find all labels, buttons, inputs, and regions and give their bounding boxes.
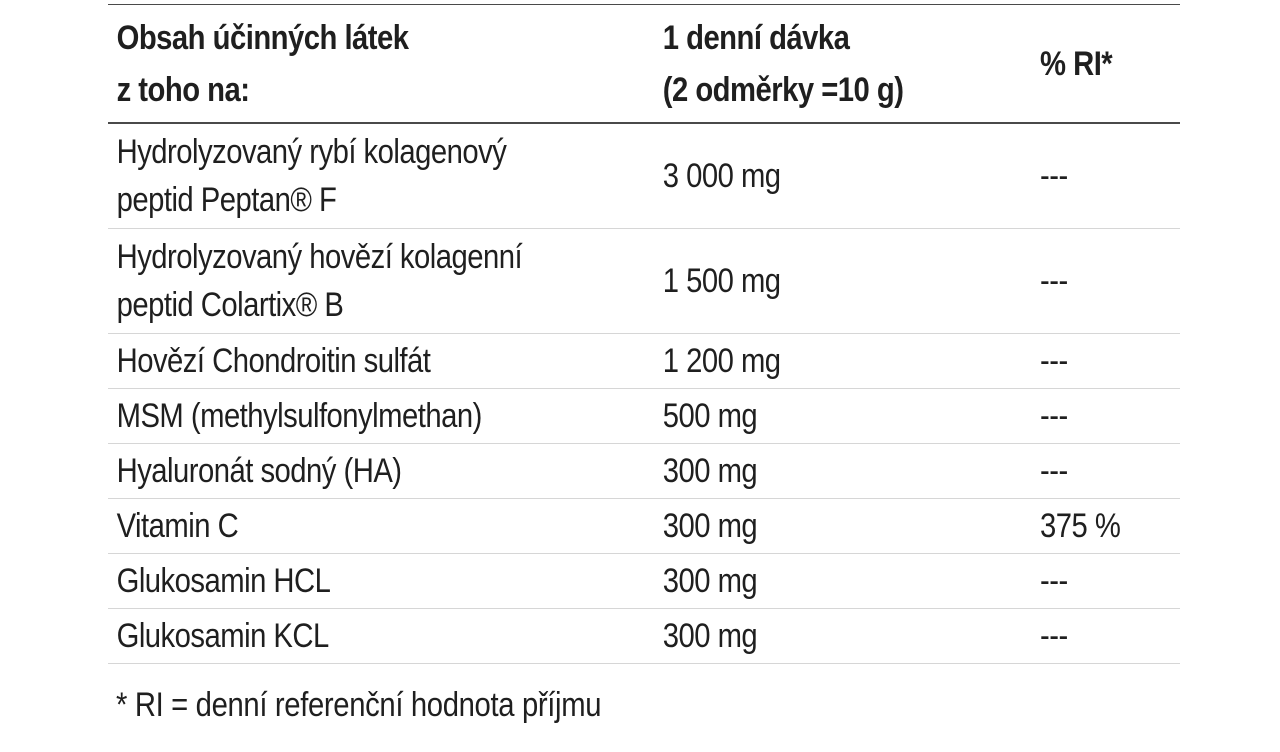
ri-value: ---: [1040, 617, 1068, 655]
substance-name: Vitamin C: [116, 507, 239, 545]
ri-value: ---: [1040, 452, 1068, 490]
ri-footnote: * RI = denní referenční hodnota příjmu: [116, 686, 602, 724]
table-header-row: [108, 5, 1180, 124]
table-row: [108, 444, 1180, 499]
substance-name: Glukosamin HCL: [116, 562, 331, 600]
substance-name: Hydrolyzovaný hovězí kolagenní peptid Colartix® B: [116, 238, 523, 324]
table-row: [108, 499, 1180, 554]
daily-dose-value: 1 500 mg: [662, 262, 781, 300]
table-row: [108, 229, 1180, 334]
table-row: [108, 124, 1180, 229]
ri-value: ---: [1040, 262, 1068, 300]
header-substance: Obsah účinných látek z toho na:: [116, 18, 409, 109]
daily-dose-value: 300 mg: [662, 617, 758, 655]
nutrition-table: [108, 4, 1180, 664]
ri-value: 375 %: [1040, 507, 1121, 545]
ri-value: ---: [1040, 342, 1068, 380]
ri-value: ---: [1040, 562, 1068, 600]
daily-dose-value: 300 mg: [662, 507, 758, 545]
table-row: [108, 609, 1180, 664]
ri-value: ---: [1040, 397, 1068, 435]
ri-value: ---: [1040, 157, 1068, 195]
daily-dose-value: 300 mg: [662, 562, 758, 600]
substance-name: Hovězí Chondroitin sulfát: [116, 342, 431, 380]
table-row: [108, 554, 1180, 609]
daily-dose-value: 3 000 mg: [662, 157, 781, 195]
daily-dose-value: 300 mg: [662, 452, 758, 490]
substance-name: Hyaluronát sodný (HA): [116, 452, 402, 490]
header-daily-dose: 1 denní dávka (2 odměrky =10 g): [662, 18, 904, 109]
daily-dose-value: 500 mg: [662, 397, 758, 435]
substance-name: Hydrolyzovaný rybí kolagenový peptid Peptan® F: [116, 133, 507, 219]
substance-name: Glukosamin KCL: [116, 617, 329, 655]
table-row: [108, 389, 1180, 444]
substance-name: MSM (methylsulfonylmethan): [116, 397, 482, 435]
header-ri: % RI*: [1040, 44, 1113, 83]
daily-dose-value: 1 200 mg: [662, 342, 781, 380]
table-row: [108, 334, 1180, 389]
